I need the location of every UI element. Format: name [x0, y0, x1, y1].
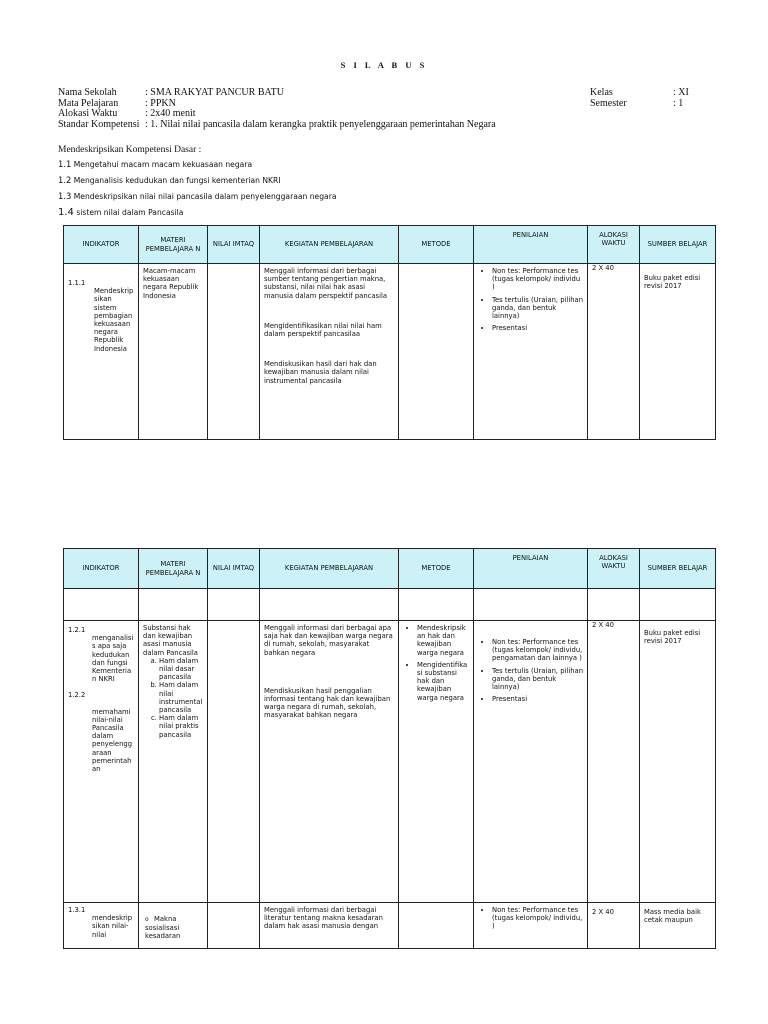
list-item: • Non tes: Performance tes (tugas kelompok/ individu, pengamatan dan lainnya ) — [492, 638, 583, 663]
kd-item: 1.2 Menganalisis kedudukan dan fungsi kementerian NKRI — [58, 175, 281, 185]
cell-penilaian — [474, 621, 588, 903]
kd-list — [58, 159, 336, 223]
list-item: • Non tes: Performance tes (tugas kelompok/ individu ) — [492, 267, 583, 292]
list-item: • Tes tertulis (Uraian, pilihan ganda, dan bentuk lainnya) — [492, 296, 583, 321]
col-indikator: INDIKATOR — [64, 226, 139, 264]
list-item: • Tes tertulis (Uraian, pilihan ganda, dan bentuk lainnya) — [492, 667, 583, 692]
cell-alokasi: 2 X 40 — [588, 621, 640, 903]
kd-item: 1.3 Mendeskripsikan nilai nilai pancasila dalam penyelenggaraan negara — [58, 191, 337, 201]
cell-kegiatan: Menggali informasi dari berbagai sumber tentang pengertian makna, substansi, nilai nilai hak asasi manusia dalam perspektif pancasila Mengidentifikasikan nilai nilai ham dalam perspektif pancasilaa Mendiskusikan hasil dari hak dan kewajiban manusia dalam nilai instrumental pancasila — [260, 264, 399, 440]
list-item: o Makna sosialisasi kesadaran — [145, 915, 203, 941]
col-nilai: NILAI IMTAQ — [208, 226, 260, 264]
label-nama-sekolah: Nama Sekolah — [58, 87, 117, 98]
value-mata-pelajaran: : PPKN — [145, 97, 176, 109]
cell-sumber: Buku paket edisi revisi 2017 — [640, 264, 716, 440]
label-semester: Semester — [590, 97, 627, 109]
table-row — [64, 903, 716, 949]
cell-nilai — [208, 621, 260, 903]
col-alokasi: ALOKASI WAKTU — [588, 549, 640, 589]
col-kegiatan: KEGIATAN PEMBELAJARAN — [260, 226, 399, 264]
cell-sumber: Buku paket edisi revisi 2017 — [640, 621, 716, 903]
list-item: • Presentasi — [492, 324, 583, 332]
kd-title: Mendeskripsikan Kompetensi Dasar : — [58, 145, 202, 155]
value-kelas: : XI — [673, 87, 689, 98]
cell-penilaian — [474, 264, 588, 440]
table-row — [64, 621, 716, 903]
value-semester: : 1 — [673, 97, 684, 109]
col-penilaian: PENILAIAN — [474, 549, 588, 589]
value-nama-sekolah: : SMA RAKYAT PANCUR BATU — [145, 87, 284, 98]
col-materi: MATERI PEMBELAJARA N — [139, 226, 208, 264]
table-header-row — [64, 226, 716, 264]
cell-indikator: 1.2.1 menganalisis apa saja kedudukan dan fungsi Kementerian NKRI 1.2.2 memahami nilai-nilai Pancasila dalam penyelenggaraan pemerintahan — [64, 621, 139, 903]
table-row-empty — [64, 589, 716, 621]
label-kelas: Kelas — [590, 87, 613, 98]
cell-materi: Macam-macam kekuasaan negara Republik Indonesia — [139, 264, 208, 440]
cell-nilai — [208, 264, 260, 440]
page-title: S I L A B U S — [340, 60, 428, 70]
cell-materi: Substansi hak dan kewajiban asasi manusia dalam Pancasila a. Ham dalam nilai dasar pancasila b. Ham dalam nilai instrumental pancasila c. Ham dalam nilai praktis pancasila — [139, 621, 208, 903]
silabus-table-2 — [63, 548, 716, 949]
cell-alokasi: 2 X 40 — [588, 903, 640, 949]
col-sumber: SUMBER BELAJAR — [640, 226, 716, 264]
cell-metode — [399, 903, 474, 949]
list-item: • Presentasi — [492, 695, 583, 703]
table-header-row — [64, 549, 716, 589]
list-item: • Mengidentifikasi substansi hak dan kewajiban warga negara — [417, 661, 469, 702]
label-mata-pelajaran: Mata Pelajaran — [58, 97, 119, 109]
list-item: • Non tes: Performance tes (tugas kelompok/ individu, ) — [492, 906, 583, 931]
list-item: c. Ham dalam nilai praktis pancasila — [159, 714, 203, 739]
cell-metode — [399, 621, 474, 903]
cell-sumber: Mass media baik cetak maupun — [640, 903, 716, 949]
col-metode: METODE — [399, 549, 474, 589]
list-item: a. Ham dalam nilai dasar pancasila — [159, 657, 203, 682]
cell-penilaian — [474, 903, 588, 949]
cell-metode — [399, 264, 474, 440]
value-alokasi-waktu: : 2x40 menit — [145, 108, 196, 119]
cell-kegiatan: Menggali informasi dari berbagai literatur tentang makna kesadaran dalam hak asasi manusia dengan — [260, 903, 399, 949]
cell-nilai — [208, 903, 260, 949]
col-metode: METODE — [399, 226, 474, 264]
list-item: b. Ham dalam nilai instrumental pancasila — [159, 681, 203, 714]
col-penilaian: PENILAIAN — [474, 226, 588, 264]
value-standar-kompetensi: : 1. Nilai nilai pancasila dalam kerangka praktik penyelenggaraan pemerintahan Negara — [145, 118, 496, 130]
silabus-table-1 — [63, 225, 716, 440]
col-kegiatan: KEGIATAN PEMBELAJARAN — [260, 549, 399, 589]
cell-alokasi: 2 X 40 — [588, 264, 640, 440]
col-materi: MATERI PEMBELAJARA N — [139, 549, 208, 589]
cell-indikator: 1.1.1 Mendeskripsikan sistem pembagian kekuasaan negara Republik Indonesia — [64, 264, 139, 440]
cell-indikator: 1.3.1 mendeskripsikan nilai-nilai — [64, 903, 139, 949]
label-standar-kompetensi: Standar Kompetensi — [58, 118, 140, 130]
cell-materi — [139, 903, 208, 949]
col-nilai: NILAI IMTAQ — [208, 549, 260, 589]
col-sumber: SUMBER BELAJAR — [640, 549, 716, 589]
list-item: • Mendeskripsikan hak dan kewajiban warga negara — [417, 624, 469, 657]
header-info-right — [590, 88, 710, 109]
cell-kegiatan: Menggali informasi dari berbagai apa saja hak dan kewajiban warga negara di rumah, sekolah, masyarakat bahkan negara Mendiskusikan hasil penggalian informasi tentang hak dan kewajiban warga negara di rumah, sekolah, masyarakat bahkan negara — [260, 621, 399, 903]
kd-item: 1.1 Mengetahui macam macam kekuasaan negara — [58, 159, 253, 169]
table-row — [64, 264, 716, 440]
col-indikator: INDIKATOR — [64, 549, 139, 589]
kd-item: 1.4 sistem nilai dalam Pancasila — [58, 207, 184, 218]
label-alokasi-waktu: Alokasi Waktu — [58, 108, 118, 119]
col-alokasi: ALOKASI WAKTU — [588, 226, 640, 264]
